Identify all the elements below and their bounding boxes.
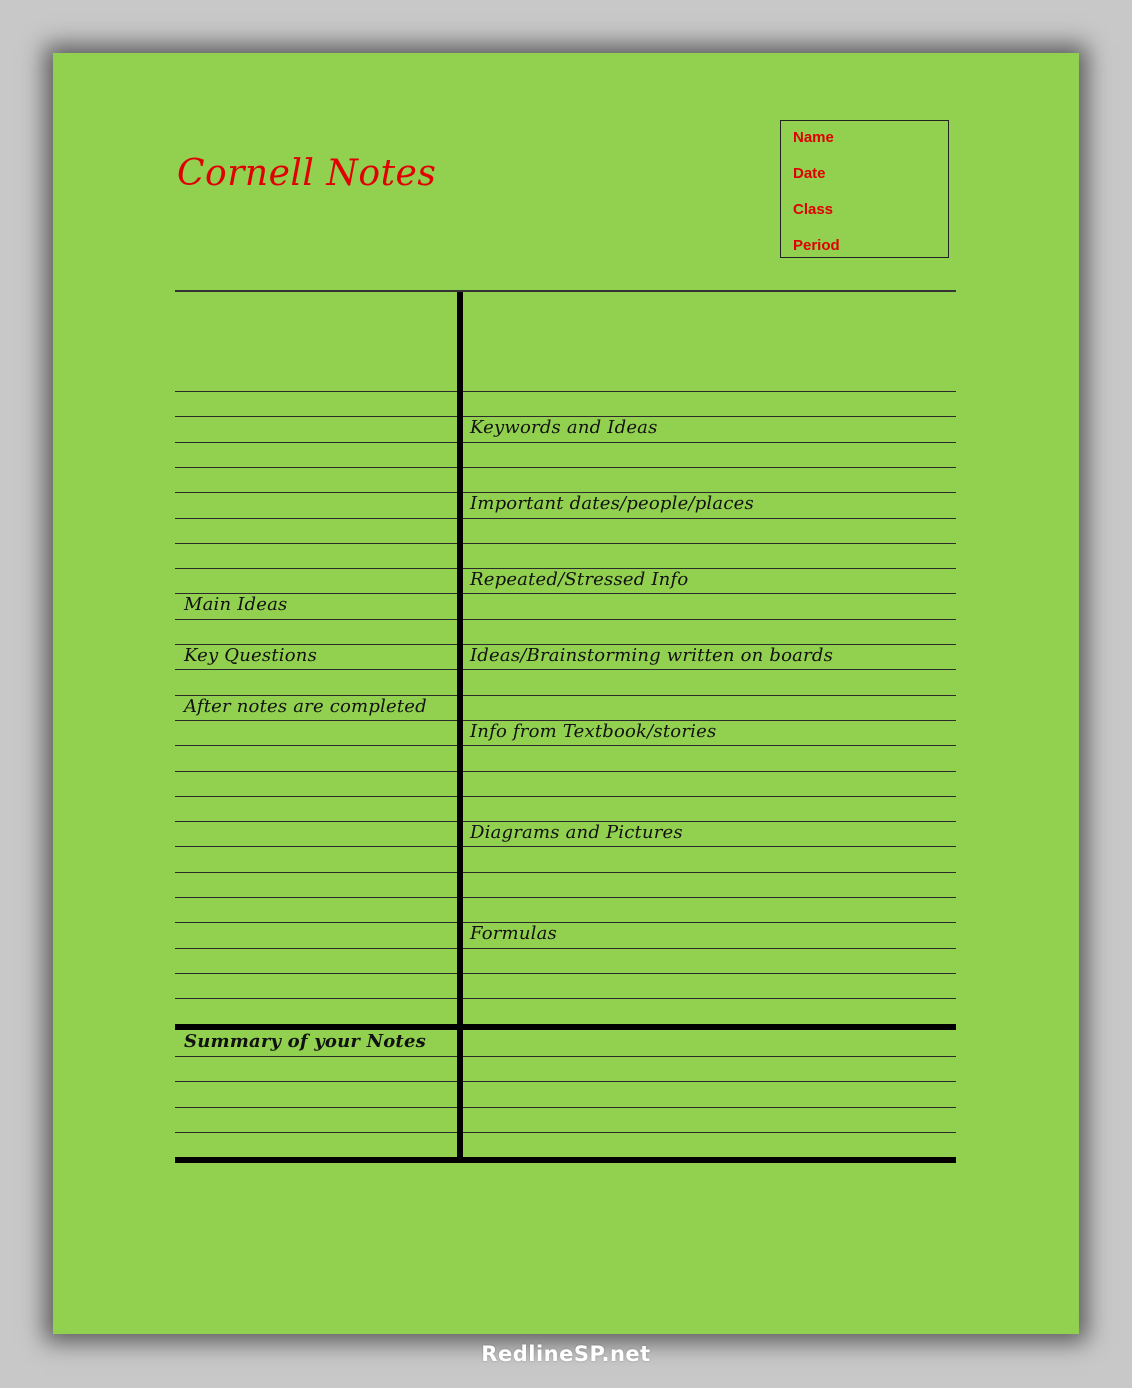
ruled-line	[175, 745, 956, 746]
ruled-line	[175, 973, 956, 974]
ruled-line	[175, 796, 956, 797]
ruled-line	[175, 897, 956, 898]
ruled-line	[175, 669, 956, 670]
ruled-line	[175, 922, 956, 923]
table-bottom-rule	[175, 1157, 956, 1163]
textbook-info-label: Info from Textbook/stories	[470, 721, 717, 742]
ruled-line	[175, 1056, 956, 1057]
page-title: Cornell Notes	[177, 153, 437, 194]
ruled-line	[175, 1081, 956, 1082]
ruled-line	[175, 543, 956, 544]
ruled-line	[175, 442, 956, 443]
table-top-rule	[175, 290, 956, 292]
watermark: RedlineSP.net	[481, 1342, 651, 1366]
important-dates-label: Important dates/people/places	[470, 493, 754, 514]
repeated-info-label: Repeated/Stressed Info	[470, 569, 689, 590]
ruled-line	[175, 872, 956, 873]
brainstorming-label: Ideas/Brainstorming written on boards	[470, 645, 834, 666]
name-field-label: Name	[793, 129, 834, 146]
after-notes-label: After notes are completed	[184, 696, 427, 717]
ruled-line	[175, 948, 956, 949]
summary-label: Summary of your Notes	[184, 1031, 426, 1052]
student-info-box	[780, 120, 949, 258]
ruled-line	[175, 619, 956, 620]
ruled-line	[175, 391, 956, 392]
summary-separator	[175, 1024, 956, 1030]
date-field-label: Date	[793, 165, 826, 182]
note-sheet	[53, 53, 1079, 1334]
ruled-line	[175, 846, 956, 847]
class-field-label: Class	[793, 201, 834, 218]
ruled-line	[175, 771, 956, 772]
ruled-line	[175, 998, 956, 999]
key-questions-label: Key Questions	[184, 645, 318, 666]
diagrams-label: Diagrams and Pictures	[470, 822, 683, 843]
ruled-line	[175, 1107, 956, 1108]
keywords-label: Keywords and Ideas	[470, 417, 658, 438]
ruled-line	[175, 1132, 956, 1133]
formulas-label: Formulas	[470, 923, 557, 944]
ruled-line	[175, 518, 956, 519]
ruled-line	[175, 593, 956, 594]
period-field-label: Period	[793, 237, 840, 254]
main-ideas-label: Main Ideas	[184, 594, 288, 615]
ruled-line	[175, 467, 956, 468]
